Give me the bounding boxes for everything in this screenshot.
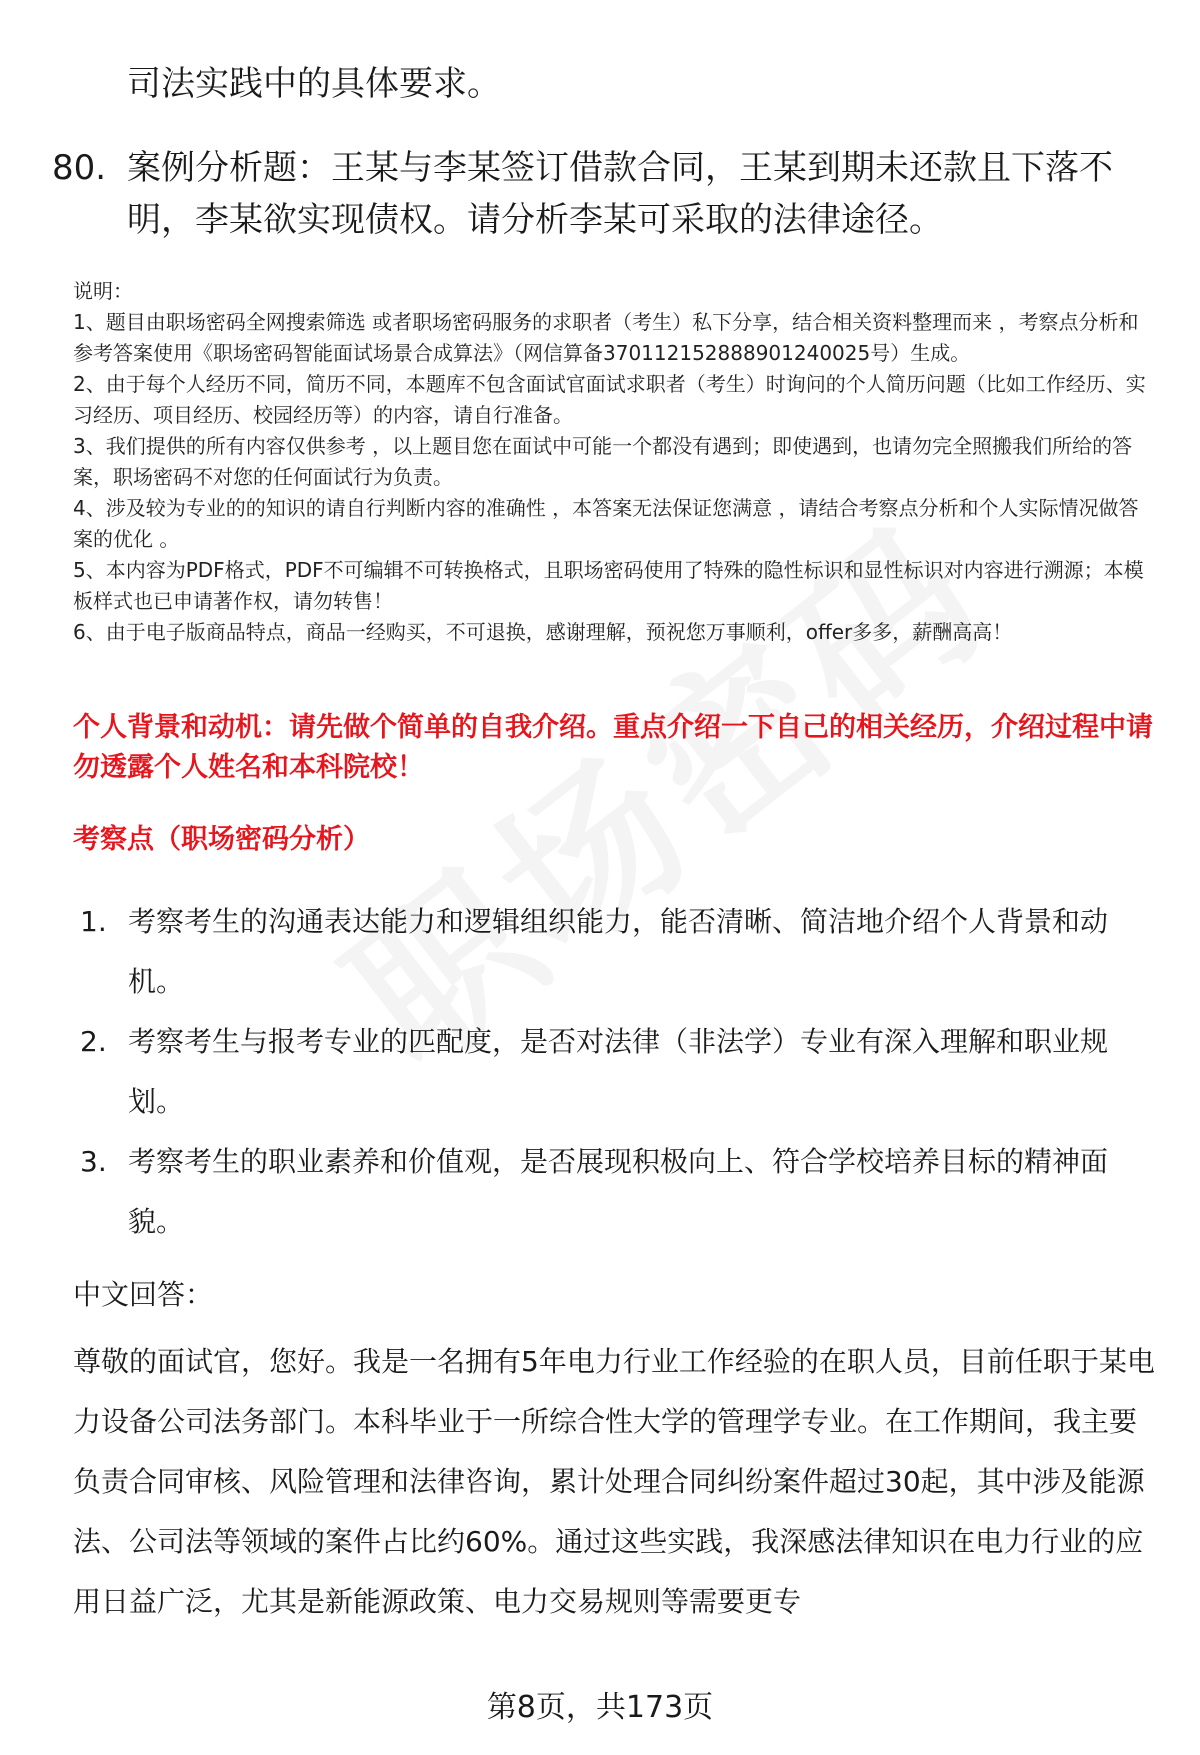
point-number: 2. [80, 1025, 107, 1058]
answer-label: 中文回答： [73, 1278, 214, 1311]
point-text: 考察考生与报考专业的匹配度，是否对法律（非法学）专业有深入理解和职业规划。 [128, 1025, 1109, 1118]
answer-text: 尊敬的面试官，您好。我是一名拥有5年电力行业工作经验的在职人员，目前任职于某电力设备公司法务部门。本科毕业于一所综合性大学的管理学专业。在工作期间，我主要负责合同审核、风险管理和法律咨询，累计处理合同纠纷案件超过30起，其中涉及能源法、公司法等领域的案件占比约60%。通过这些实践，我深感法律知识在电力行业的应用日益广泛，尤其是新能源政策、电力交易规则等需要更专 [73, 1345, 1155, 1618]
note-item: 3、我们提供的所有内容仅供参考 ，以上题目您在面试中可能一个都没有遇到；即使遇到，也请勿完全照搬我们所给的答案，职场密码不对您的任何面试行为负责。 [73, 434, 1133, 489]
note-item: 5、本内容为PDF格式，PDF不可编辑不可转换格式，且职场密码使用了特殊的隐性标识和显性标识对内容进行溯源；本模板样式也已申请著作权，请勿转售！ [73, 558, 1144, 613]
point-number: 1. [80, 905, 107, 938]
analysis-point [80, 1132, 1160, 1252]
page-footer: 第8页，共173页 [486, 1690, 714, 1725]
analysis-points [80, 892, 1160, 1252]
note-item: 2、由于每个人经历不同，简历不同，本题库不包含面试官面试求职者（考生）时询问的个人简历问题（比如工作经历、实习经历、项目经历、校园经历等）的内容，请自行准备。 [73, 372, 1146, 427]
point-number: 3. [80, 1145, 107, 1178]
question-text: 案例分析题：王某与李某签订借款合同，王某到期未还款且下落不明，李某欲实现债权。请分析李某可采取的法律途径。 [127, 148, 1113, 240]
notes-block [73, 276, 1158, 648]
note-item: 1、题目由职场密码全网搜索筛选 或者职场密码服务的求职者（考生）私下分享，结合相关资料整理而来 ，考察点分析和参考答案使用《职场密码智能面试场景合成算法》（网信算备370112152888901240025号）生成。 [73, 310, 1139, 365]
point-text: 考察考生的职业素养和价值观，是否展现积极向上、符合学校培养目标的精神面貌。 [128, 1145, 1109, 1238]
analysis-title: 考察点（职场密码分析） [73, 824, 370, 855]
previous-question-tail: 司法实践中的具体要求。 [127, 64, 501, 104]
analysis-point [80, 892, 1160, 1012]
section-title: 个人背景和动机：请先做个简单的自我介绍。重点介绍一下自己的相关经历，介绍过程中请勿透露个人姓名和本科院校！ [73, 712, 1153, 783]
question-number: 80. [52, 148, 107, 188]
note-item: 6、由于电子版商品特点，商品一经购买，不可退换，感谢理解，预祝您万事顺利，offer多多，薪酬高高！ [73, 620, 1013, 644]
analysis-point [80, 1012, 1160, 1132]
note-item: 4、涉及较为专业的的知识的请自行判断内容的准确性 ，本答案无法保证您满意 ，请结合考察点分析和个人实际情况做答案的优化 。 [73, 496, 1139, 551]
point-text: 考察考生的沟通表达能力和逻辑组织能力，能否清晰、简洁地介绍个人背景和动机。 [128, 905, 1109, 998]
notes-heading: 说明： [73, 279, 133, 303]
